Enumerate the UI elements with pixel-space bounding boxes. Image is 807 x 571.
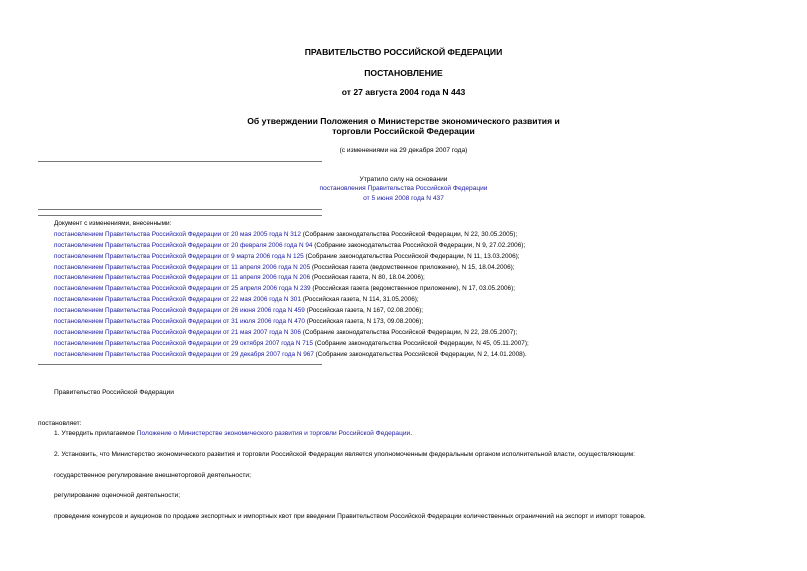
amendment-link[interactable]: постановлением Правительства Российской Федерации от 25 апреля 2006 года N 239 [54, 285, 311, 293]
amendment-source: (Российская газета (ведомственное приложение), N 15, 18.04.2006); [310, 263, 515, 271]
paragraph-5: проведение конкурсов и аукционов по продаже экспортных и импортных квот при введении Правительством Российской Федерации количественных ограничений на экспорт и импорт товаров. [54, 513, 646, 520]
document-title-line2: торговли Российской Федерации [332, 126, 475, 136]
paragraph-1-suffix: . [410, 430, 413, 437]
amendment-source: (Российская газета, N 114, 31.05.2006); [300, 296, 419, 304]
list-item [54, 284, 529, 295]
resolves-text: постановляет: [38, 420, 82, 427]
amendment-link[interactable]: постановлением Правительства Российской Федерации от 26 июня 2006 года N 459 [54, 307, 305, 315]
amendment-link[interactable]: постановлением Правительства Российской Федерации от 11 апреля 2006 года N 205 [54, 263, 311, 271]
amendment-link[interactable]: постановлением Правительства Российской Федерации от 20 мая 2005 года N 312 [54, 230, 301, 238]
list-item [54, 230, 529, 241]
amendments-intro: Документ с изменениями, внесенными: [54, 220, 172, 227]
paragraph-1 [54, 429, 412, 438]
invalid-note-link-line1[interactable]: постановления Правительства Российской Федерации [319, 185, 488, 192]
paragraph-1-prefix: 1. Утвердить прилагаемое [54, 430, 137, 437]
amendment-source: (Собрание законодательства Российской Федерации, N 2, 14.01.2008). [313, 350, 527, 358]
changes-note: (с изменениями на 29 декабря 2007 года) [339, 147, 468, 154]
divider [38, 364, 322, 365]
paragraph-2: 2. Установить, что Министерство экономического развития и торговли Российской Федерации является уполномоченным федеральным органом исполнительной власти, осуществляющим: [54, 451, 635, 458]
list-item [54, 328, 529, 339]
divider [38, 215, 322, 216]
amendment-link[interactable]: постановлением Правительства Российской Федерации от 31 июля 2006 года N 470 [54, 318, 305, 326]
divider [38, 209, 322, 210]
invalid-note-line1: Утратило силу на основании [359, 176, 448, 183]
list-item [54, 339, 529, 350]
amendment-link[interactable]: постановлением Правительства Российской Федерации от 9 марта 2006 года N 125 [54, 252, 304, 260]
document-date: от 27 августа 2004 года N 443 [341, 87, 466, 97]
amendment-source: (Собрание законодательства Российской Федерации, N 11, 13.03.2006); [303, 252, 520, 260]
amendment-link[interactable]: постановлением Правительства Российской Федерации от 21 мая 2007 года N 306 [54, 328, 301, 336]
government-heading: ПРАВИТЕЛЬСТВО РОССИЙСКОЙ ФЕДЕРАЦИИ [304, 47, 503, 57]
amendment-source: (Собрание законодательства Российской Федерации, N 22, 30.05.2005); [300, 230, 518, 238]
invalid-note-link-line2[interactable]: от 5 июня 2008 года N 437 [363, 195, 444, 202]
list-item [54, 306, 529, 317]
list-item [54, 273, 529, 284]
amendment-link[interactable]: постановлением Правительства Российской Федерации от 29 октября 2007 года N 715 [54, 339, 313, 347]
amendment-link[interactable]: постановлением Правительства Российской Федерации от 11 апреля 2006 года N 206 [54, 274, 311, 282]
document-type: ПОСТАНОВЛЕНИЕ [364, 68, 443, 78]
amendment-link[interactable]: постановлением Правительства Российской Федерации от 22 мая 2006 года N 301 [54, 296, 301, 304]
amendment-source: (Российская газета (ведомственное приложение), N 17, 03.05.2006); [310, 285, 516, 293]
issuer: Правительство Российской Федерации [54, 389, 174, 396]
amendment-link[interactable]: постановлением Правительства Российской Федерации от 29 декабря 2007 года N 967 [54, 350, 314, 358]
list-item [54, 295, 529, 306]
list-item [54, 317, 529, 328]
document-title-line1: Об утверждении Положения о Министерстве экономического развития и [247, 116, 560, 126]
divider [38, 161, 322, 162]
amendment-link[interactable]: постановлением Правительства Российской Федерации от 20 февраля 2006 года N 94 [54, 241, 313, 249]
list-item [54, 263, 529, 274]
paragraph-4: регулирование оценочной деятельности; [54, 492, 181, 499]
amendments-list [54, 219, 529, 361]
amendment-source: (Собрание законодательства Российской Федерации, N 22, 28.05.2007); [300, 328, 518, 336]
amendment-source: (Российская газета, N 167, 02.08.2006); [304, 307, 424, 315]
list-item [54, 252, 529, 263]
list-item [54, 241, 529, 252]
paragraph-3: государственное регулирование внешнеторговой деятельности; [54, 472, 251, 479]
regulation-link[interactable]: Положение о Министерстве экономического развития и торговли Российской Федерации [136, 430, 411, 437]
amendment-source: (Российская газета, N 173, 09.08.2006); [304, 318, 424, 326]
list-item [54, 350, 529, 361]
amendment-source: (Российская газета, N 80, 18.04.2006); [310, 274, 425, 282]
amendment-source: (Собрание законодательства Российской Федерации, N 45, 05.11.2007); [312, 339, 529, 347]
amendment-source: (Собрание законодательства Российской Федерации, N 9, 27.02.2006); [312, 241, 526, 249]
